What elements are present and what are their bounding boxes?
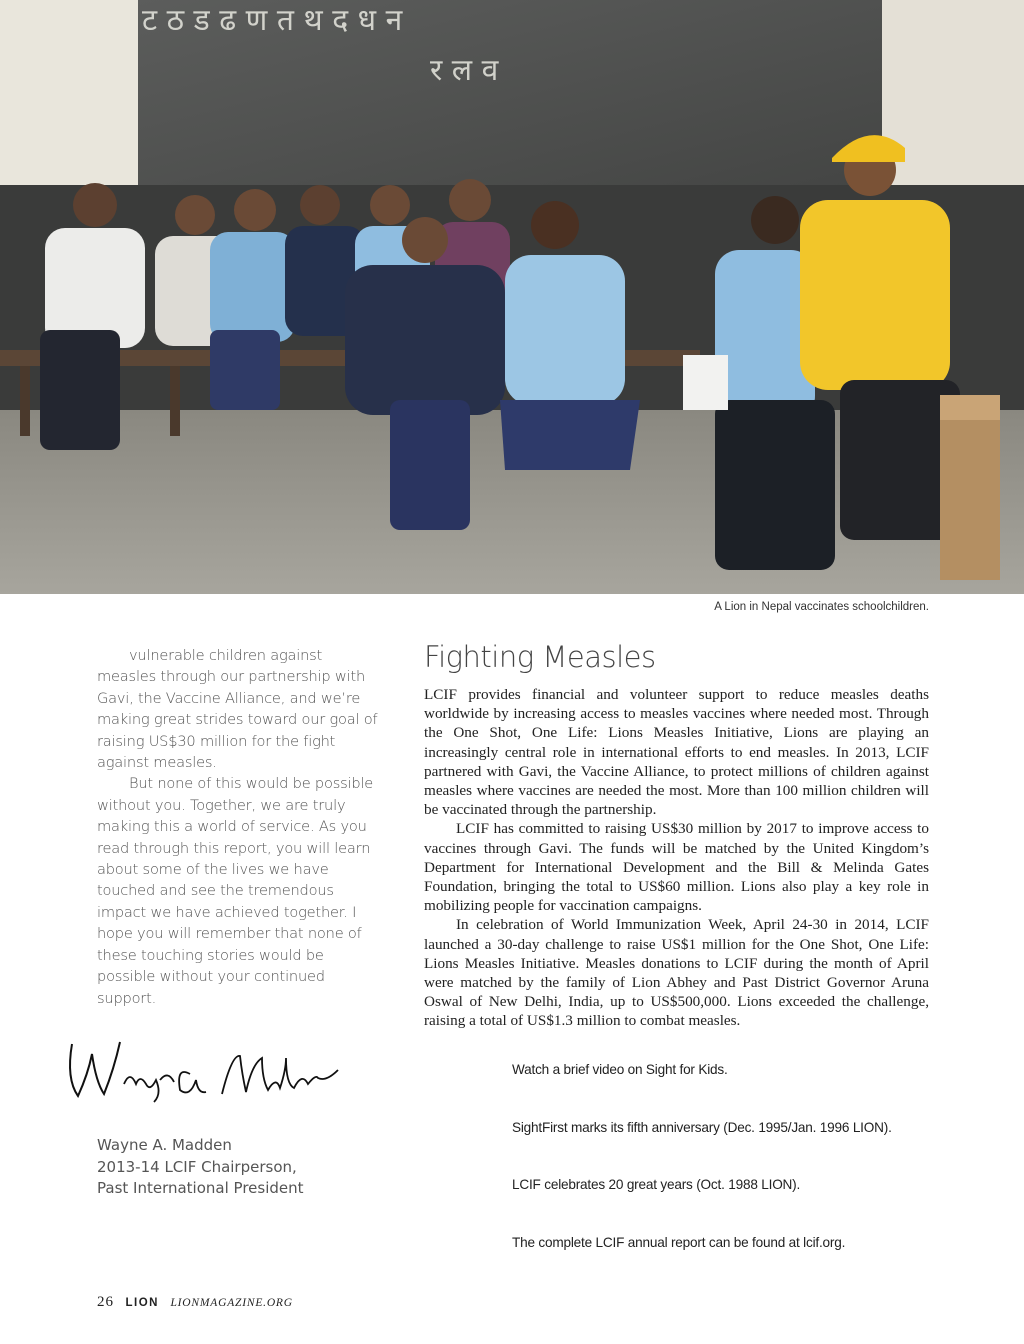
signer-name: Wayne A. Madden xyxy=(97,1136,232,1154)
article-title: Fighting Measles xyxy=(424,640,656,674)
magazine-name: LION xyxy=(125,1297,159,1309)
letter-paragraph: vulnerable children against measles through our partnership with Gavi, the Vaccine Alliance, and we’re making great strides toward our goal of raising US$30 million for the fight against measles. xyxy=(97,647,378,772)
chairperson-letter xyxy=(97,645,382,1009)
photo-caption: A Lion in Nepal vaccinates schoolchildren. xyxy=(714,601,929,613)
letter-paragraph: But none of this would be possible without you. Together, we are truly making this a world of service. As you read through this report, you will learn about some of the lives we have touched and see the tremendous impact we have achieved together. I hope you will remember that none of these touching stories would be possible without your continued support. xyxy=(97,775,374,1007)
photo-illustration xyxy=(0,0,1024,594)
article-body xyxy=(424,685,929,1031)
signer-title-2: Past International President xyxy=(97,1179,304,1197)
chalkboard-line-2: र ल व xyxy=(430,53,499,88)
signer-block xyxy=(97,1135,357,1200)
chalkboard-line-1: ट ठ ड ढ ण त थ द ध न xyxy=(142,3,403,38)
page-footer xyxy=(97,1294,293,1311)
feature-photo xyxy=(0,0,1024,594)
article-paragraph: LCIF has committed to raising US$30 million by 2017 to improve access to vaccines through Gavi. The funds will be matched by the United Kingdom’s Department for International Development and the Bill & Melinda Gates Foundation, bringing the total to US$60 million. Lions also play a key role in mobilizing people for vaccination campaigns. xyxy=(424,820,929,915)
signer-title: 2013-14 LCIF Chairperson, xyxy=(97,1157,297,1176)
article-paragraph: LCIF provides financial and volunteer support to reduce measles deaths worldwide by increasing access to measles vaccines where needed most. Through the One Shot, One Life: Lions Measles Initiative, Lions are playing an increasingly central role in international efforts to end measles. In 2013, LCIF partnered with Gavi, the Vaccine Alliance, to protect millions of children against measles where vaccines are needed the most. More than 100 million children will be vaccinated through the partnership. xyxy=(424,686,929,819)
link-lcif-20-years[interactable]: LCIF celebrates 20 great years (Oct. 1988 LION). xyxy=(512,1177,801,1192)
link-lcif-annual-report[interactable]: The complete LCIF annual report can be found at lcif.org. xyxy=(512,1234,846,1250)
related-links xyxy=(512,1062,952,1292)
magazine-website[interactable]: LIONMAGAZINE.ORG xyxy=(170,1297,293,1309)
link-sightfirst-anniversary[interactable]: SightFirst marks its fifth anniversary (Dec. 1995/Jan. 1996 LION). xyxy=(512,1119,892,1135)
article-paragraph: In celebration of World Immunization Week, April 24-30 in 2014, LCIF launched a 30-day challenge to raise US$1 million for the One Shot, One Life: Lions Measles Initiative. Measles donations to LCIF during the month of April were matched by the family of Lion Abhey and Past District Governor Aruna Oswal of New Delhi, India, up to US$500,000. Lions exceeded the challenge, raising a total of US$1.3 million to combat measles. xyxy=(424,916,929,1030)
page-number: 26 xyxy=(97,1294,114,1310)
handwritten-signature xyxy=(62,1034,352,1106)
link-sight-for-kids-video[interactable]: Watch a brief video on Sight for Kids. xyxy=(512,1062,728,1077)
